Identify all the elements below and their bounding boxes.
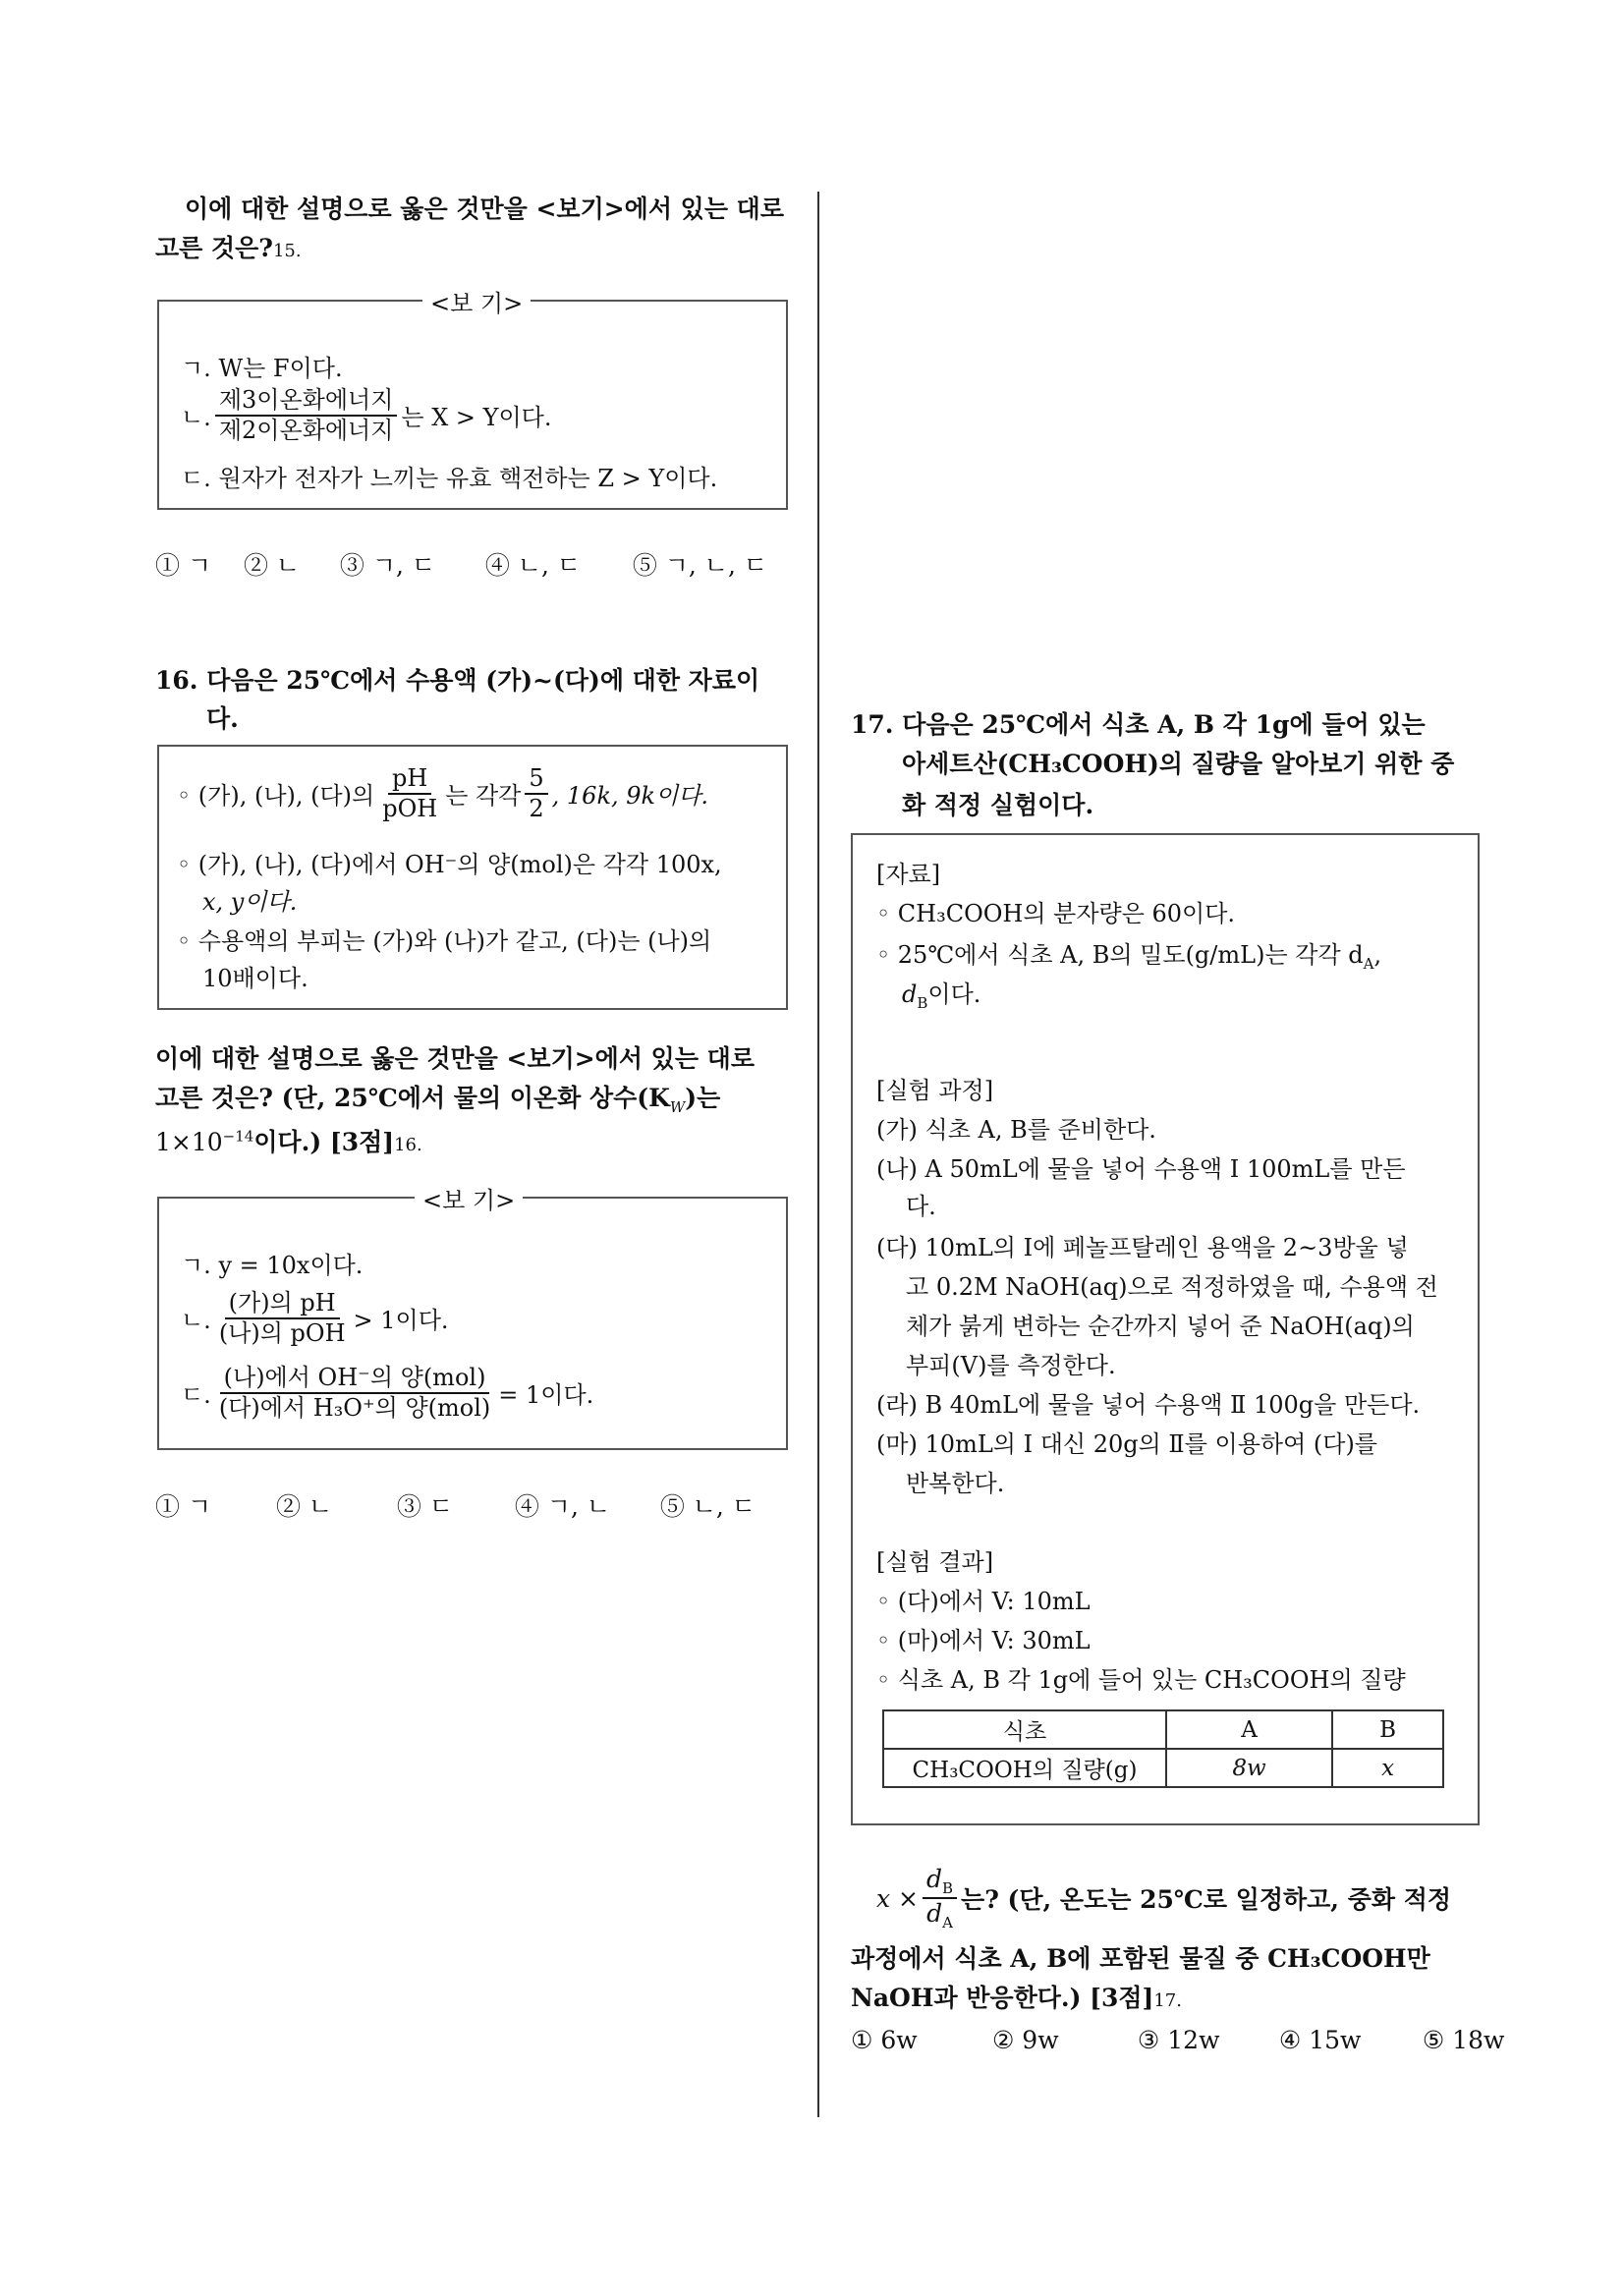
q16-title-text1: 16. 다음은 25℃에서 수용액 (가)~(다)에 대한 자료이 bbox=[155, 666, 760, 695]
q16-data-box bbox=[157, 745, 788, 1010]
q17-proc5-line1: (마) 10mL의 Ⅰ 대신 20g의 Ⅱ를 이용하여 (다)를 bbox=[876, 1430, 1377, 1458]
q17-proc4: (라) B 40mL에 물을 넣어 수용액 Ⅱ 100g을 만든다. bbox=[876, 1391, 1421, 1419]
q17-data2-sub-a: A bbox=[1363, 954, 1374, 973]
table-cell: x bbox=[1332, 1749, 1443, 1787]
q15-item2-fraction bbox=[215, 386, 398, 445]
table-header-row bbox=[883, 1710, 1443, 1749]
q17-result-table bbox=[882, 1709, 1444, 1788]
q17-data2-line2 bbox=[902, 975, 980, 1012]
q16-item3-suffix: = 1이다. bbox=[498, 1381, 594, 1410]
q17-res3: ◦ 식초 A, B 각 1g에 들어 있는 CH₃COOH의 질량 bbox=[876, 1666, 1406, 1694]
q15-choices bbox=[155, 546, 767, 582]
q15-choice-2[interactable]: ② ㄴ bbox=[243, 551, 301, 580]
q15-choice-1[interactable]: ① ㄱ bbox=[155, 551, 212, 580]
q16-data1-mid: 는 각각 bbox=[445, 782, 522, 811]
q15-intro-line2 bbox=[155, 229, 302, 268]
q16-data1-den: pOH bbox=[382, 794, 438, 822]
q15-bogi-box bbox=[157, 290, 788, 510]
q16-data1-fraction2 bbox=[525, 764, 547, 823]
q17-data2-line2-d: d bbox=[902, 980, 918, 1008]
q16-data1-frac-num: 5 bbox=[525, 764, 547, 795]
q15-bogi-item3: ㄷ. 원자가 전자가 느끼는 유효 핵전하는 Z > Y이다. bbox=[181, 465, 718, 492]
q16-data1-suffix: , 16k, 9k이다. bbox=[551, 782, 709, 811]
q16-choice-4[interactable]: ④ ㄱ, ㄴ bbox=[514, 1492, 610, 1521]
q17-proc1: (가) 식초 A, B를 준비한다. bbox=[876, 1116, 1156, 1144]
q17-sec-data: [자료] bbox=[876, 861, 941, 888]
q17-ask-num bbox=[923, 1865, 957, 1899]
q17-title-line1: 17. 다음은 25℃에서 식초 A, B 각 1g에 들어 있는 bbox=[851, 710, 1426, 739]
q17-proc3-line1: (다) 10mL의 Ⅰ에 페놀프탈레인 용액을 2~3방울 넣 bbox=[876, 1234, 1409, 1261]
q17-proc5-line2: 반복한다. bbox=[906, 1470, 1005, 1497]
q15-intro-text: 고른 것은? bbox=[155, 234, 273, 262]
q17-title-line3: 화 적정 실험이다. bbox=[902, 791, 1094, 819]
q16-ask-line3-sup: −14 bbox=[222, 1127, 254, 1146]
q17-data2-line1 bbox=[876, 935, 1381, 973]
q16-ask-ref: 16. bbox=[394, 1135, 422, 1155]
q17-ask-line2: 과정에서 식초 A, B에 포함된 물질 중 CH₃COOH만 bbox=[851, 1944, 1430, 1973]
q17-ask-den-d: d bbox=[926, 1899, 943, 1928]
q15-item2-denominator: 제2이온화에너지 bbox=[218, 416, 394, 444]
table-cell: 8w bbox=[1166, 1749, 1332, 1787]
q17-data2-line2-end: 이다. bbox=[927, 980, 981, 1008]
q17-ask-line3 bbox=[851, 1979, 1182, 2018]
q16-bogi-item2 bbox=[181, 1289, 449, 1348]
q17-ask-num-sub: B bbox=[942, 1879, 954, 1897]
q17-res2: ◦ (마)에서 V: 30mL bbox=[876, 1627, 1091, 1654]
q17-data2-line1-end: , bbox=[1373, 941, 1382, 969]
q16-item3-num: (나)에서 OH⁻의 양(mol) bbox=[220, 1364, 490, 1394]
table-row-label: CH₃COOH의 질량(g) bbox=[883, 1749, 1166, 1787]
q16-choice-1[interactable]: ① ㄱ bbox=[155, 1492, 212, 1521]
q16-choices bbox=[155, 1487, 756, 1523]
q15-item2-numerator: 제3이온화에너지 bbox=[215, 386, 398, 417]
q17-ask-line1 bbox=[876, 1865, 1451, 1932]
q16-item2-suffix: > 1이다. bbox=[353, 1307, 449, 1335]
q17-data2-sub-b: B bbox=[917, 993, 928, 1012]
q16-title-line2: 다. bbox=[206, 704, 239, 733]
q16-ask-line3 bbox=[155, 1123, 422, 1162]
q16-bogi-box bbox=[157, 1187, 788, 1450]
q17-ask-prefix: x × bbox=[876, 1883, 919, 1913]
q17-ask-den-sub: A bbox=[942, 1914, 953, 1932]
q16-item3-prefix: ㄷ. bbox=[181, 1381, 211, 1410]
column-divider bbox=[817, 192, 819, 2117]
q16-item3-fraction bbox=[215, 1364, 494, 1423]
q16-data1-frac-den: 2 bbox=[529, 794, 544, 822]
q16-title-line1 bbox=[155, 661, 759, 700]
q17-choices bbox=[851, 2026, 1504, 2054]
q17-proc3-line2: 고 0.2M NaOH(aq)으로 적정하였을 때, 수용액 전 bbox=[906, 1273, 1438, 1301]
q16-ask-line3-end: 이다.) [3점] bbox=[253, 1128, 395, 1156]
q17-title-line2: 아세트산(CH₃COOH)의 질량을 알아보기 위한 중 bbox=[902, 750, 1455, 778]
q17-choice-5[interactable]: ⑤ 18w bbox=[1422, 2026, 1505, 2054]
q17-choice-3[interactable]: ③ 12w bbox=[1137, 2026, 1220, 2054]
q15-choice-4[interactable]: ④ ㄴ, ㄷ bbox=[484, 551, 581, 580]
q16-choice-2[interactable]: ② ㄴ bbox=[275, 1492, 333, 1521]
q16-choice-3[interactable]: ③ ㄷ bbox=[396, 1492, 454, 1521]
q15-bogi-item2 bbox=[181, 386, 552, 445]
q17-ask-line3-text: NaOH과 반응한다.) [3점] bbox=[851, 1984, 1154, 2012]
q17-ask-num-d: d bbox=[926, 1865, 943, 1893]
q17-ask-den bbox=[923, 1899, 957, 1932]
q16-bogi-item1: ㄱ. y = 10x이다. bbox=[181, 1252, 364, 1279]
q16-bogi-title: <보 기> bbox=[415, 1181, 523, 1215]
q16-ask-line3-text: 1×10 bbox=[155, 1128, 223, 1156]
q15-bogi-title: <보 기> bbox=[422, 284, 531, 318]
q17-data2-text: ◦ 25℃에서 식초 A, B의 밀도(g/mL)는 각각 d bbox=[876, 941, 1364, 969]
q15-bogi-item1: ㄱ. W는 F이다. bbox=[181, 355, 343, 382]
q16-item2-fraction bbox=[215, 1289, 350, 1348]
q16-item3-den: (다)에서 H₃O⁺의 양(mol) bbox=[218, 1393, 491, 1422]
table-row bbox=[883, 1749, 1443, 1787]
q15-intro-line1: 이에 대한 설명으로 옳은 것만을 <보기>에서 있는 대로 bbox=[185, 195, 784, 223]
q17-choice-1[interactable]: ① 6w bbox=[851, 2026, 918, 2054]
q17-sec-result: [실험 결과] bbox=[876, 1548, 994, 1576]
q16-data2-line2: x, y이다. bbox=[202, 888, 298, 916]
q17-ask-line1-end: 는? (단, 온도는 25℃로 일정하고, 중화 적정 bbox=[961, 1885, 1452, 1914]
q15-ref: 15. bbox=[272, 241, 302, 261]
q16-data1 bbox=[177, 764, 708, 823]
q17-res1: ◦ (다)에서 V: 10mL bbox=[876, 1588, 1091, 1615]
q15-item2-suffix: 는 X > Y이다. bbox=[401, 404, 552, 432]
q16-ask-line2-end: )는 bbox=[685, 1084, 721, 1112]
q17-proc3-line4: 부피(V)를 측정한다. bbox=[906, 1352, 1116, 1379]
q16-bogi-item3 bbox=[181, 1364, 593, 1423]
q16-data1-num: pH bbox=[388, 764, 431, 795]
q16-ask-line1: 이에 대한 설명으로 옳은 것만을 <보기>에서 있는 대로 bbox=[155, 1044, 755, 1073]
q17-choice-4[interactable]: ④ 15w bbox=[1278, 2026, 1362, 2054]
q16-item2-prefix: ㄴ. bbox=[181, 1307, 211, 1335]
table-header-cell: A bbox=[1166, 1710, 1332, 1749]
q15-choice-5[interactable]: ⑤ ㄱ, ㄴ, ㄷ bbox=[632, 551, 767, 580]
table-header-cell: 식초 bbox=[883, 1710, 1166, 1749]
q15-item2-prefix: ㄴ. bbox=[181, 404, 211, 432]
q17-experiment-box bbox=[851, 833, 1480, 1825]
q16-choice-5[interactable]: ⑤ ㄴ, ㄷ bbox=[659, 1492, 756, 1521]
q16-data1-fraction bbox=[378, 764, 441, 823]
q17-proc3-line3: 체가 붉게 변하는 순간까지 넣어 준 NaOH(aq)의 bbox=[906, 1313, 1415, 1340]
q16-item2-den: (나)의 pOH bbox=[218, 1318, 346, 1347]
q16-ask-line2-text: 고른 것은? (단, 25℃에서 물의 이온화 상수(K bbox=[155, 1084, 670, 1112]
q16-data2-line1: ◦ (가), (나), (다)에서 OH⁻의 양(mol)은 각각 100x, bbox=[177, 851, 722, 878]
q15-choice-3[interactable]: ③ ㄱ, ㄷ bbox=[339, 551, 436, 580]
q16-ask-line2 bbox=[155, 1079, 720, 1119]
q17-choice-2[interactable]: ② 9w bbox=[991, 2026, 1059, 2054]
q17-data1: ◦ CH₃COOH의 분자량은 60이다. bbox=[876, 900, 1236, 927]
table-header-cell: B bbox=[1332, 1710, 1443, 1749]
q17-sec-proc: [실험 과정] bbox=[876, 1077, 994, 1104]
q16-ask-kw-sub: W bbox=[669, 1098, 686, 1116]
q16-data3-line1: ◦ 수용액의 부피는 (가)와 (나)가 같고, (다)는 (나)의 bbox=[177, 927, 712, 955]
q16-data3-line2: 10배이다. bbox=[202, 965, 308, 992]
q17-ask-ref: 17. bbox=[1153, 1990, 1182, 2011]
q16-item2-num: (가)의 pH bbox=[225, 1289, 340, 1319]
q17-proc2-line2: 다. bbox=[906, 1193, 936, 1220]
q17-ask-fraction bbox=[923, 1865, 957, 1932]
q16-data1-prefix: ◦ (가), (나), (다)의 bbox=[177, 782, 375, 811]
q17-proc2-line1: (나) A 50mL에 물을 넣어 수용액 Ⅰ 100mL를 만든 bbox=[876, 1155, 1406, 1183]
